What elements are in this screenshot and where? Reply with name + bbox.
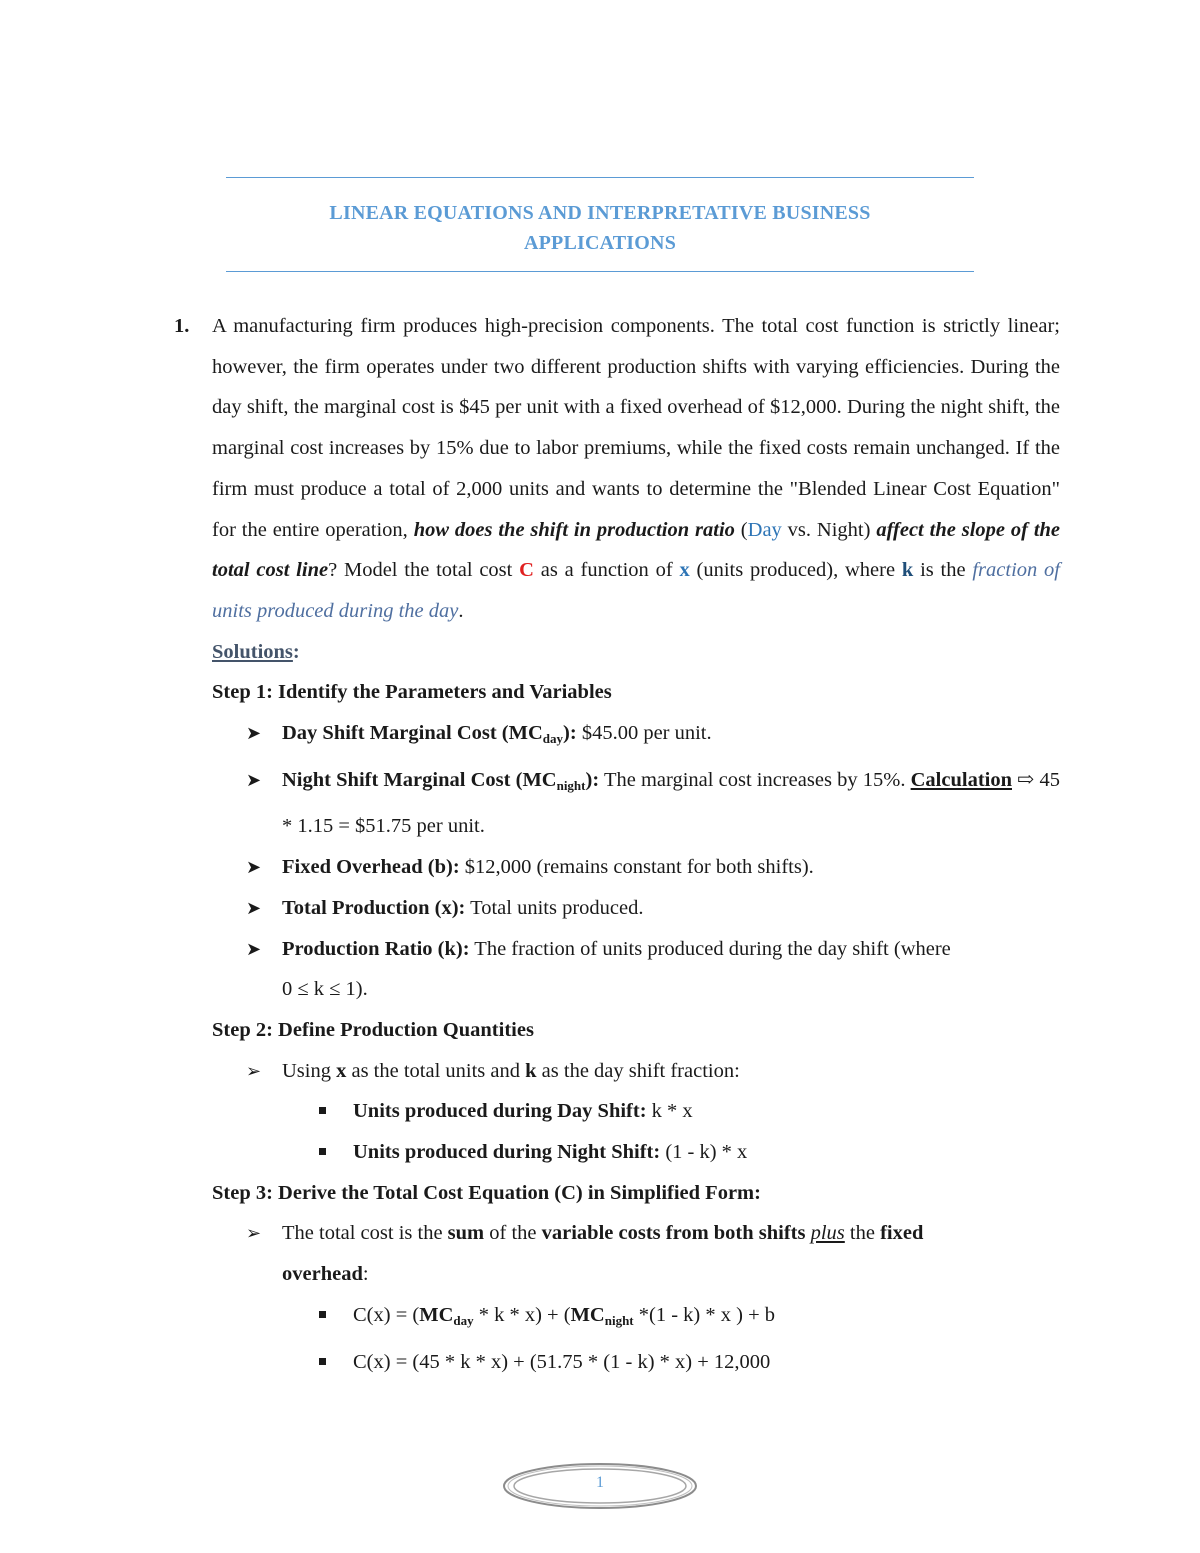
variable-k: k	[901, 559, 914, 582]
eq1-part-b: * k * x) + (	[473, 1303, 571, 1326]
title-line-1: LINEAR EQUATIONS AND INTERPRETATIVE BUSINESS	[329, 202, 871, 224]
night-cost-close: ):	[585, 768, 600, 791]
problem-text-2: ? Model the total cost	[328, 559, 520, 582]
arrowhead-bullet-icon: ➤	[246, 897, 262, 918]
problem-text-4: (units produced), where	[689, 559, 902, 582]
step-3-heading: Step 3: Derive the Total Cost Equation (C) in Simplified Form:	[212, 1181, 761, 1204]
night-cost-label: Night Shift Marginal Cost (MC	[282, 768, 557, 791]
day-cost-label: Day Shift Marginal Cost (MC	[282, 722, 543, 745]
step-1-heading: Step 1: Identify the Parameters and Variables	[212, 681, 612, 704]
page-title	[226, 198, 974, 258]
summary-fixed: fixed	[880, 1222, 924, 1245]
night-cost-value: The marginal cost increases by 15%.	[599, 768, 906, 791]
eq1-mc-day: MC	[419, 1303, 454, 1326]
title-rule-top	[226, 177, 974, 178]
step1-day-cost-item	[212, 713, 1060, 760]
night-units-value: (1 - k) * x	[660, 1141, 748, 1164]
outline-arrow-bullet-icon: ➢	[246, 1060, 262, 1081]
summary-text-a: The total cost is the	[282, 1222, 448, 1245]
summary-plus: plus	[810, 1222, 845, 1245]
using-text-c: as the day shift fraction:	[536, 1059, 740, 1082]
variable-c: C	[519, 559, 534, 582]
question-part-2: affect the slope of the total cost line	[212, 518, 1061, 582]
title-rule-bottom	[226, 271, 974, 272]
square-bullet-icon	[319, 1358, 326, 1365]
summary-text-c: the	[844, 1222, 881, 1245]
summary-colon: :	[362, 1263, 369, 1286]
day-units-label: Units produced during Day Shift:	[353, 1100, 647, 1123]
solutions-label: Solutions	[212, 640, 293, 663]
question-part-1: how does the shift in production ratio	[413, 518, 735, 541]
step1-night-cost-item	[212, 760, 1060, 847]
equation-numeric	[212, 1342, 1060, 1383]
day-word: Day	[747, 518, 782, 541]
total-production-value: Total units produced.	[465, 896, 644, 919]
outline-arrow-bullet-icon: ➢	[246, 1223, 262, 1244]
step3-summary-item	[212, 1213, 1060, 1294]
problem-text-5: is the	[913, 559, 973, 582]
problem-text-3: as a function of	[533, 559, 680, 582]
problem-statement	[212, 306, 1060, 632]
step-2-heading: Step 2: Define Production Quantities	[212, 1018, 534, 1041]
production-ratio-label: Production Ratio (k):	[282, 937, 470, 960]
day-cost-value: $45.00 per unit.	[576, 722, 712, 745]
production-ratio-range: 0 ≤ k ≤ 1).	[282, 978, 368, 1001]
equation-general	[212, 1295, 1060, 1342]
arrowhead-bullet-icon: ➤	[246, 769, 262, 790]
summary-variable-costs: variable costs from both shifts	[541, 1222, 806, 1245]
arrowhead-bullet-icon: ➤	[246, 857, 262, 878]
document-body	[174, 306, 1061, 1382]
day-units-value: k * x	[646, 1100, 693, 1123]
eq1-sub-day: day	[453, 1312, 474, 1328]
calculation-value: ⇨ 45 * 1.15 = $51.75 per unit.	[282, 768, 1060, 838]
square-bullet-icon	[319, 1148, 326, 1155]
problem-paren: (	[734, 518, 748, 541]
production-ratio-value: The fraction of units produced during the day shift (where	[469, 937, 951, 960]
variable-x: x	[679, 559, 690, 582]
night-subscript: night	[556, 777, 586, 793]
eq1-sub-night: night	[604, 1312, 634, 1328]
step1-production-ratio-item	[212, 929, 1060, 1010]
night-units-label: Units produced during Night Shift:	[353, 1141, 661, 1164]
eq2-text: C(x) = (45 * k * x) + (51.75 * (1 - k) * x) + 12,000	[353, 1350, 771, 1373]
total-production-label: Total Production (x):	[282, 896, 466, 919]
problem-text-6: .	[458, 599, 464, 622]
step2-using-item	[212, 1051, 1060, 1092]
using-text-a: Using	[282, 1059, 337, 1082]
square-bullet-icon	[319, 1311, 326, 1318]
arrowhead-bullet-icon: ➤	[246, 723, 262, 744]
eq1-part-c: *(1 - k) * x ) + b	[633, 1303, 776, 1326]
step2-day-units-item	[212, 1091, 1060, 1132]
fixed-overhead-value: $12,000 (remains constant for both shifts).	[459, 856, 814, 879]
title-line-2: APPLICATIONS	[523, 232, 677, 254]
page-number: 1	[596, 1474, 604, 1491]
arrowhead-bullet-icon: ➤	[246, 938, 262, 959]
eq1-part-a: C(x) = (	[353, 1303, 420, 1326]
day-subscript: day	[542, 731, 564, 747]
solutions-colon: :	[292, 640, 300, 663]
using-text-b: as the total units and	[346, 1059, 526, 1082]
using-x: x	[336, 1059, 347, 1082]
summary-text-b: of the	[484, 1222, 542, 1245]
summary-overhead: overhead	[282, 1263, 363, 1286]
using-k: k	[525, 1059, 537, 1082]
problem-number: 1.	[174, 315, 190, 337]
vs-night-text: vs. Night)	[781, 518, 877, 541]
eq1-mc-night: MC	[570, 1303, 605, 1326]
fixed-overhead-label: Fixed Overhead (b):	[282, 856, 460, 879]
day-cost-close: ):	[563, 722, 577, 745]
step1-fixed-overhead-item	[212, 847, 1060, 888]
step1-total-production-item	[212, 888, 1060, 929]
problem-text-1: A manufacturing firm produces high-precision components. The total cost function is strictly linear; however, the firm operates under two different production shifts with varying efficiencies. During the day shift, the marginal cost is $45 per unit with a fixed overhead of $12,000. During the night shift, the marginal cost increases by 15% due to labor premiums, while the fixed costs remain unchanged. If the firm must produce a total of 2,000 units and wants to determine the "Blended Linear Cost Equation" for the entire operation,	[212, 315, 1060, 541]
fraction-definition: fraction of units produced during the day	[212, 559, 1061, 622]
step2-night-units-item	[212, 1132, 1060, 1173]
calculation-label: Calculation	[910, 768, 1012, 791]
summary-sum: sum	[447, 1222, 485, 1245]
solutions-heading	[212, 632, 1060, 673]
square-bullet-icon	[319, 1107, 326, 1114]
